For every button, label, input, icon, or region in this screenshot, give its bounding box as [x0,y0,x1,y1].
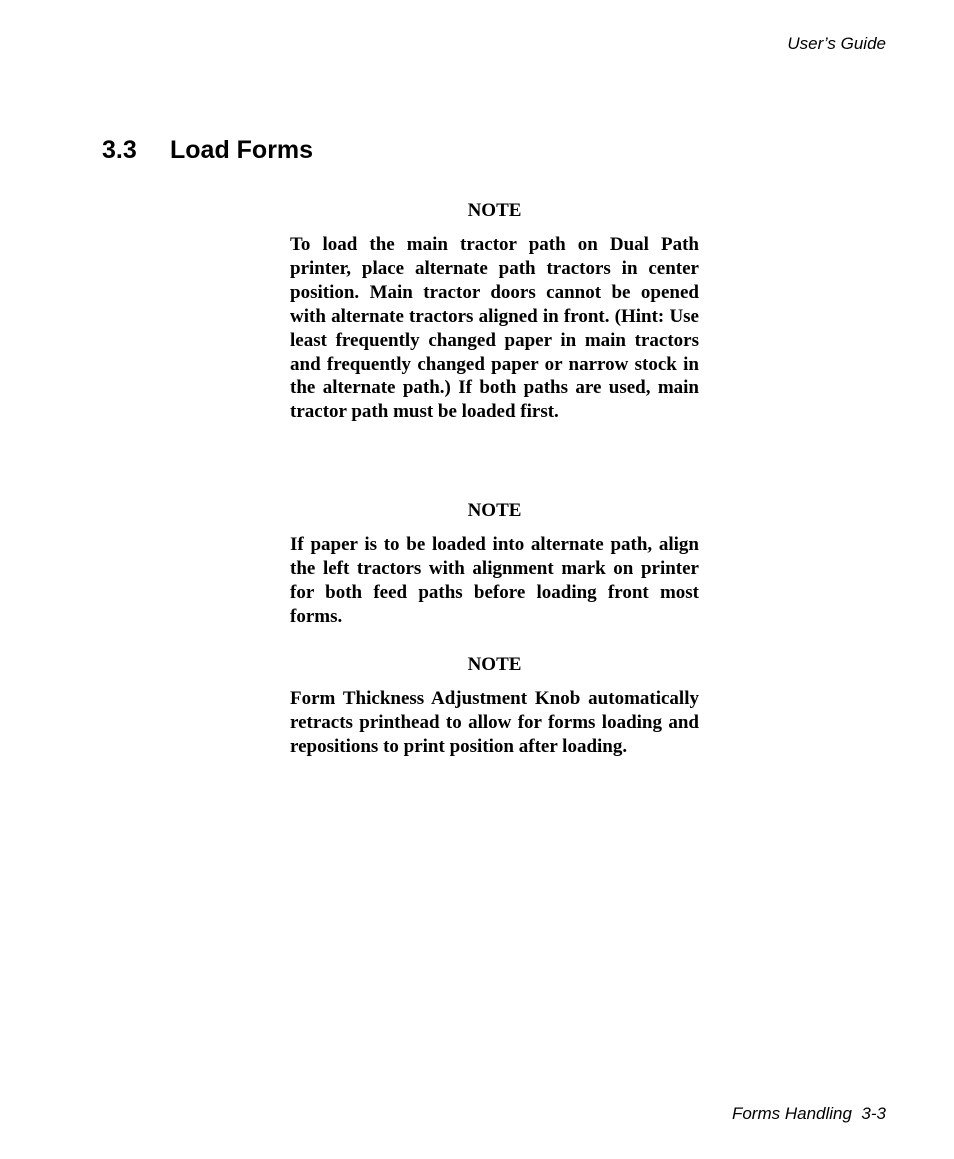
footer-chapter: Forms Handling [731,1104,852,1123]
note-block [290,199,699,424]
running-header: User’s Guide [787,34,886,53]
note-title: NOTE [467,200,522,221]
section-heading [102,136,313,165]
note-title: NOTE [467,654,522,675]
running-footer [732,1104,886,1124]
section-title: Load Forms [170,136,314,164]
note-body: To load the main tractor path on Dual Path printer, place alternate path tractors in center position. Main tractor doors cannot be opened with alternate tractors aligned in front. (Hint: Use least frequently changed paper in main tractors and frequently changed paper or narrow stock in the alternate path.) If both paths are used, main tractor path must be loaded first. [290,234,699,423]
note-block [290,499,699,629]
note-body: If paper is to be loaded into alternate path, align the left tractors with alignment mark on printer for both feed paths before loading front most forms. [290,534,699,627]
section-number: 3.3 [102,136,137,164]
note-title: NOTE [467,500,522,521]
note-body: Form Thickness Adjustment Knob automatically retracts printhead to allow for forms loading and repositions to print position after loading. [290,688,699,757]
note-block [290,653,699,759]
page-number: 3-3 [861,1104,886,1123]
